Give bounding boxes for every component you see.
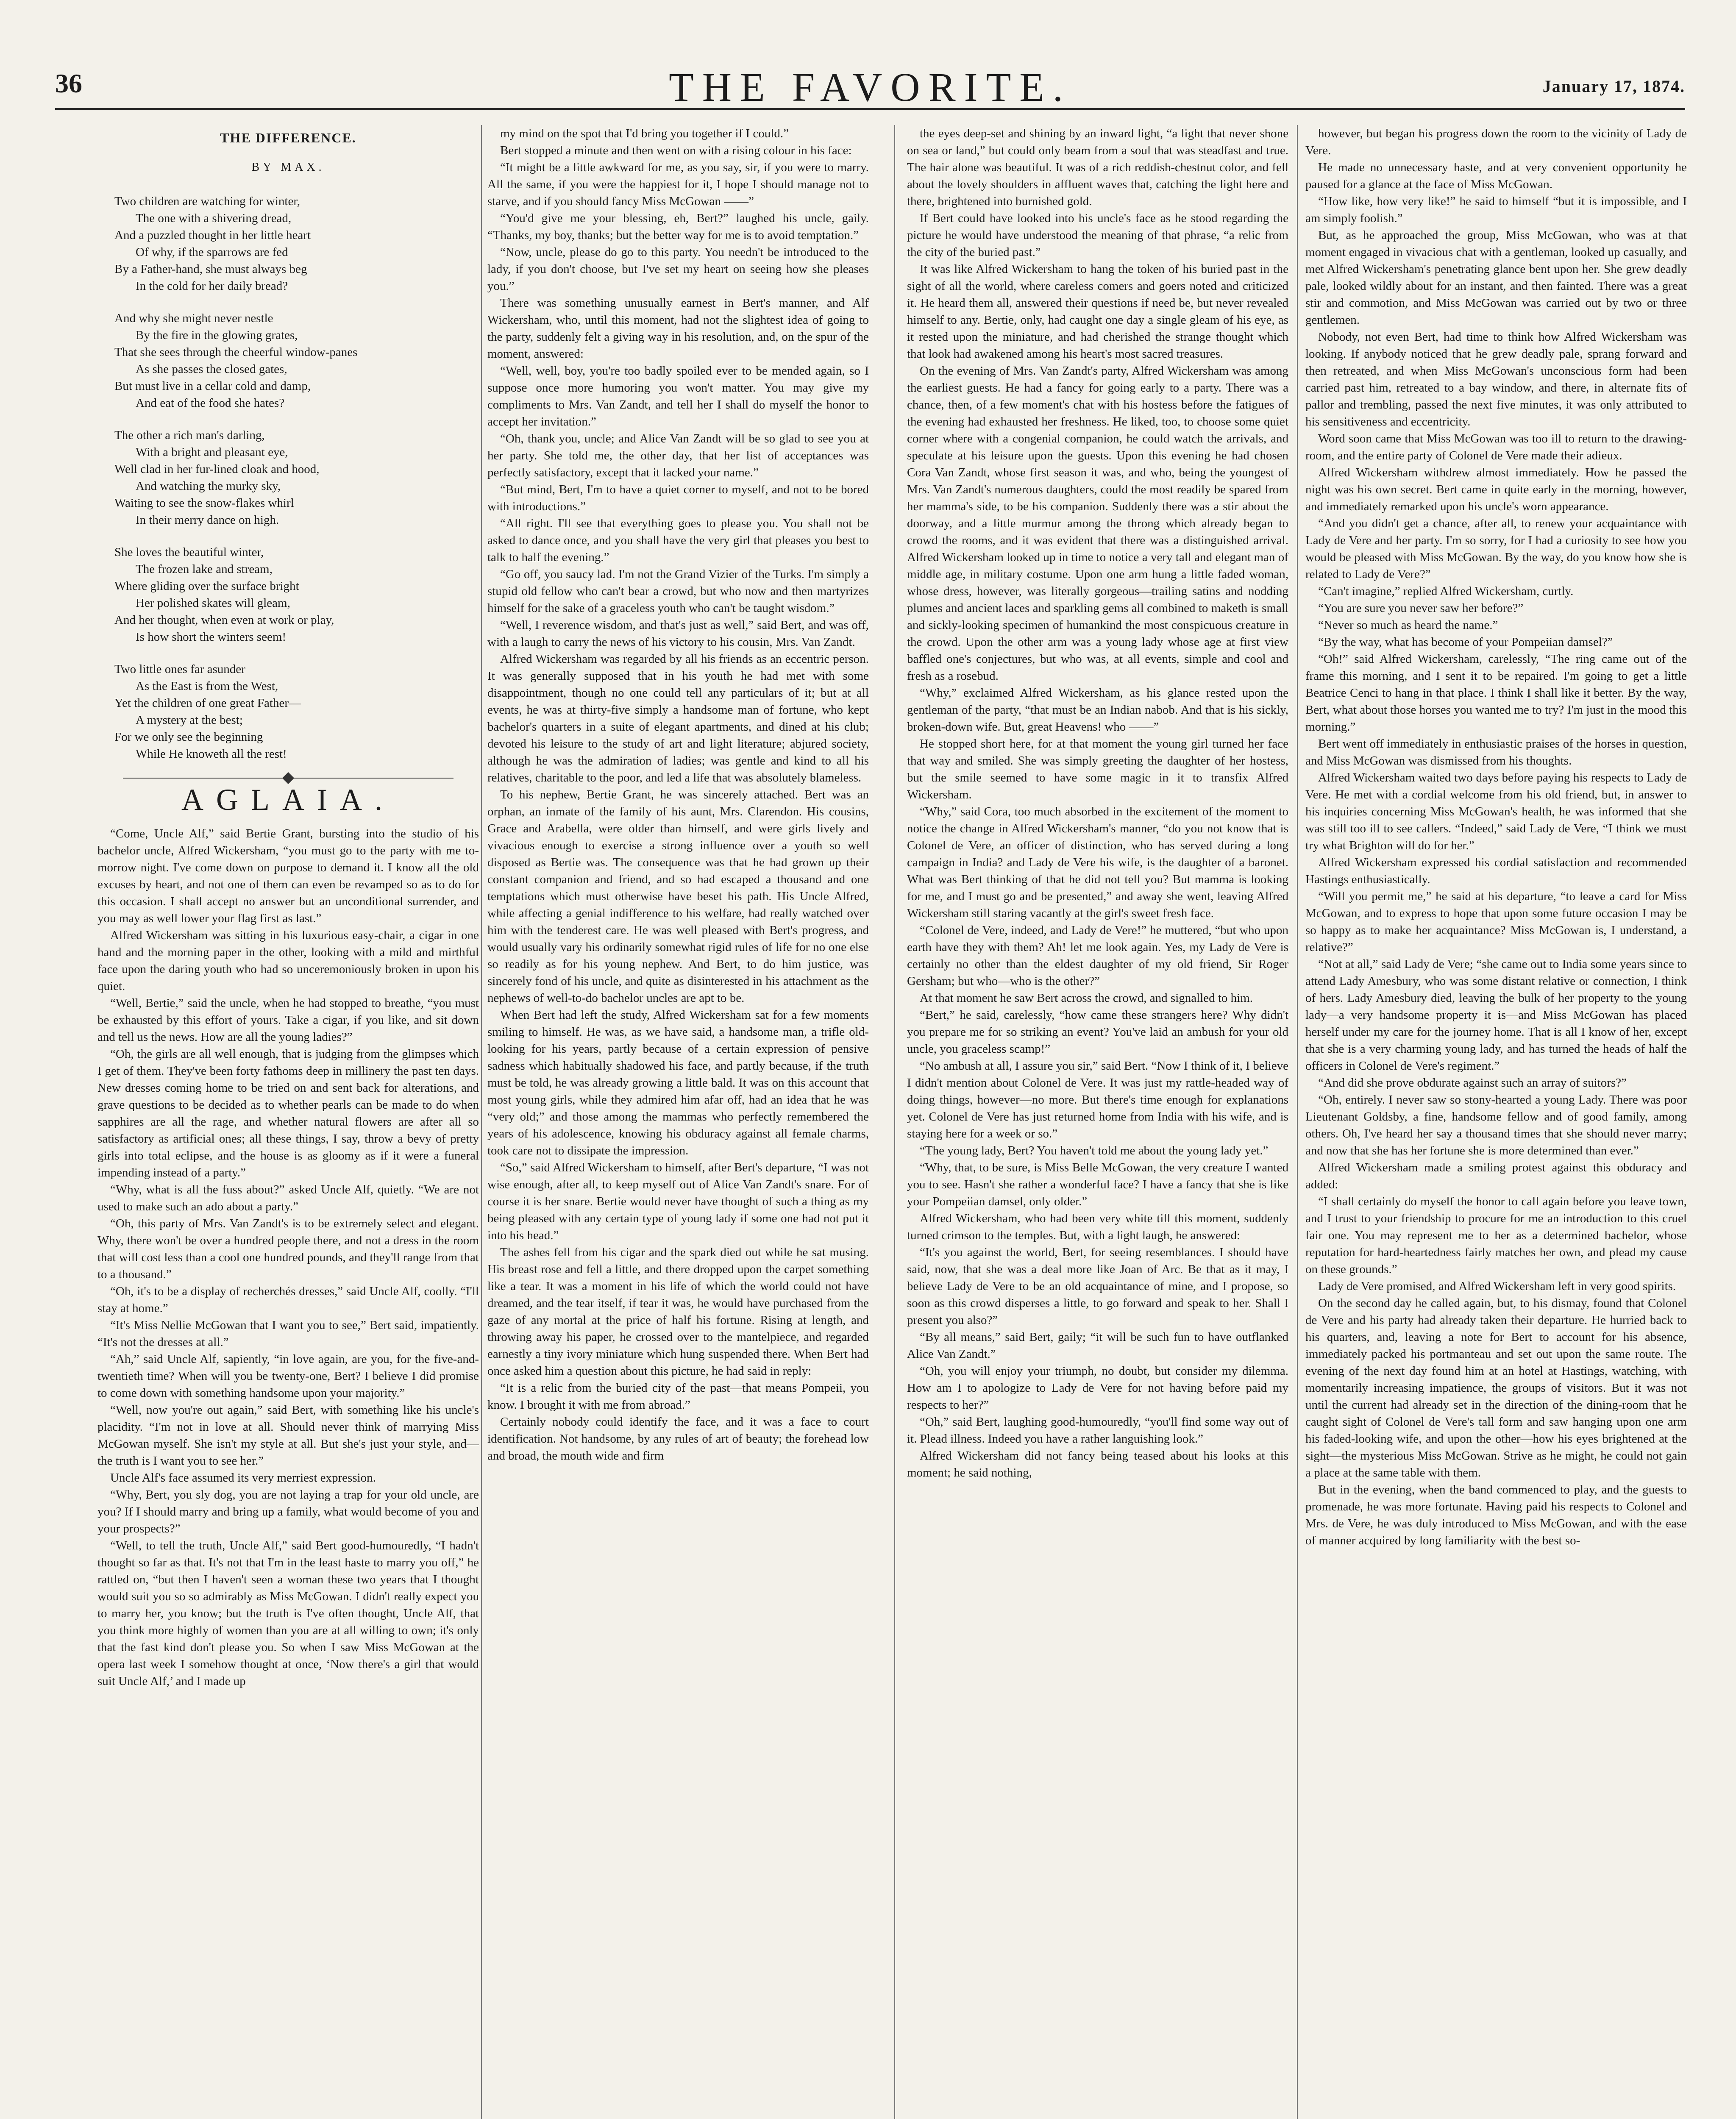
column-4 bbox=[1305, 125, 1687, 2119]
paragraph: “No ambush at all, I assure you sir,” said Bert. “Now I think of it, I believe I didn't mention about Colonel de Vere. It was just my rattle-headed way of doing things, however—no more. But there's time enough for explanations yet. Colonel de Vere has just returned home from India with his wife, and is staying here for a week or so.” bbox=[907, 1059, 1288, 1140]
paragraph: “And you didn't get a chance, after all, to renew your acquaintance with Lady de Vere and her party. I'm so sorry, for I had a curiosity to see how you would be pleased with Miss McGowan. By the way, do you know how she is related to Lady de Vere?” bbox=[1305, 517, 1687, 581]
column-rule bbox=[894, 125, 895, 2119]
poem-line: And watching the murky sky, bbox=[136, 479, 281, 493]
paragraph: “Why, that, to be sure, is Miss Belle McGowan, the very creature I wanted you to see. Hasn't she rather a wonderful face? I have a fancy that she is like your Pompeiian damsel, only older.” bbox=[907, 1161, 1288, 1208]
paragraph: He stopped short here, for at that moment the young girl turned her face that way and smiled. She was simply greeting the daughter of her hostess, but the smile seemed to have some magic in it to transfix Alfred Wickersham. bbox=[907, 737, 1288, 801]
paragraph: “It is a relic from the buried city of the past—that means Pompeii, you know. I brought it with me from abroad.” bbox=[487, 1381, 869, 1412]
paragraph: “Well, now you're out again,” said Bert, with something like his uncle's placidity. “I'm not in love at all. Should never think of marrying Miss McGowan myself. She isn't my style at all. But she's just your style, and—the truth is I want you to see her.” bbox=[97, 1403, 479, 1468]
paragraph: “Well, I reverence wisdom, and that's just as well,” said Bert, and was off, with a laugh to carry the news of his victory to his cousin, Mrs. Van Zandt. bbox=[487, 618, 869, 649]
paragraph: But, as he approached the group, Miss McGowan, who was at that moment engaged in vivacious chat with a gentleman, looked up casually, and met Alfred Wickersham's penetrating glance bent upon her. She grew deadly pale, looked wildly about for an instant, and then fainted. There was a great stir and commotion, and Miss McGowan was carried out by two or three gentlemen. bbox=[1305, 228, 1687, 327]
paragraph: “Never so much as heard the name.” bbox=[1318, 618, 1498, 632]
paragraph: But in the evening, when the band commenced to play, and the guests to promenade, he was more fortunate. Having paid his respects to Colonel and Mrs. de Vere, he was duly introduced to Miss McGowan, and with the ease of manner acquired by long familiarity with the best so- bbox=[1305, 1483, 1687, 1547]
paragraph: “Oh, entirely. I never saw so stony-hearted a young Lady. There was poor Lieutenant Goldsby, a fine, handsome fellow and of good family, among others. Oh, I've heard her say a thousand times that she should never marry; and now that she has her fortune she is more determined than ever.” bbox=[1305, 1093, 1687, 1157]
poem-line: She loves the beautiful winter, bbox=[114, 545, 264, 559]
paragraph: Alfred Wickersham was sitting in his luxurious easy-chair, a cigar in one hand and the morning paper in the other, looking with a mild and mirthful face upon the daring youth who had so unceremoniously broken in upon his quiet. bbox=[97, 929, 479, 993]
poem-stanza bbox=[114, 427, 479, 528]
poem-line: And her thought, when even at work or play, bbox=[114, 613, 334, 627]
paragraph: Certainly nobody could identify the face, and it was a face to court identification. Not handsome, by any rules of art of beauty; the forehead low and broad, the mouth wide and firm bbox=[487, 1415, 869, 1463]
publication-title: THE FAVORITE. bbox=[669, 64, 1071, 110]
paragraph: Uncle Alf's face assumed its very merriest expression. bbox=[110, 1471, 376, 1485]
paragraph: “Ah,” said Uncle Alf, sapiently, “in love again, are you, for the five-and-twentieth time? When will you be twenty-one, Bert? I believe I did promise to come down with something handsome upon your majority.” bbox=[97, 1352, 479, 1400]
paragraph: “You'd give me your blessing, eh, Bert?” laughed his uncle, gaily. “Thanks, my boy, thanks; but the better way for me is to avoid temptation.” bbox=[487, 211, 869, 242]
paragraph: “Not at all,” said Lady de Vere; “she came out to India some years since to attend Lady Amesbury, who was some distant relative or connection, I think of hers. Lady Amesbury died, leaving the bulk of her property to the young lady—a very handsome property it is—and Miss McGowan has placed herself under my care for the journey home. That is all I know of her, except that she is a very charming young lady, and has turned the heads of half the officers in Colonel de Vere's regiment.” bbox=[1305, 957, 1687, 1073]
poem-body bbox=[97, 193, 479, 762]
masthead bbox=[55, 64, 1685, 110]
poem-line: The frozen lake and stream, bbox=[136, 562, 273, 576]
poem-line: As the East is from the West, bbox=[136, 679, 278, 693]
poem-line: By the fire in the glowing grates, bbox=[136, 328, 298, 342]
column-rule bbox=[1297, 125, 1298, 2119]
paragraph: “It's Miss Nellie McGowan that I want you to see,” Bert said, impatiently. “It's not the dresses at all.” bbox=[97, 1318, 479, 1349]
paragraph: There was something unusually earnest in Bert's manner, and Alf Wickersham, who, until this moment, had not the slightest idea of going to the party, suddenly felt a giving way in his resolution, and, on the spur of the moment, answered: bbox=[487, 296, 869, 361]
paragraph: “Why,” exclaimed Alfred Wickersham, as his glance rested upon the gentleman of the party, “that must be an Indian nabob. And that is his sickly, broken-down wife. But, great Heavens! who ——” bbox=[907, 686, 1288, 734]
issue-date: January 17, 1874. bbox=[1542, 77, 1685, 96]
story-text-col2 bbox=[487, 125, 869, 1464]
paragraph: Alfred Wickersham was regarded by all his friends as an eccentric person. It was generally supposed that in his youth he had met with some disappointment, though no one could tell any particulars of it; but at all events, he was at thirty-five simply a handsome man of fortune, who kept bachelor's quarters in a suite of elegant apartments, and dined at his club; devoted his leisure to the study of art and light literature; abjured society, although he was the admiration of ladies; was gentle and kind to all his relatives, charitable to the poor, and led a life that was absolutely blameless. bbox=[487, 652, 869, 784]
story-text-col3 bbox=[907, 125, 1288, 1481]
poem-line: While He knoweth all the rest! bbox=[136, 747, 287, 761]
poem-line: But must live in a cellar cold and damp, bbox=[114, 379, 311, 393]
poem-line: The one with a shivering dread, bbox=[136, 211, 292, 225]
paragraph: “By the way, what has become of your Pompeiian damsel?” bbox=[1318, 635, 1613, 649]
story-title: AGLAIA. bbox=[181, 783, 395, 817]
poem-line: Yet the children of one great Father— bbox=[114, 696, 301, 710]
story-text-col1 bbox=[97, 825, 479, 1690]
poem-line: And eat of the food she hates? bbox=[136, 396, 285, 410]
paragraph: Alfred Wickersham made a smiling protest against this obduracy and added: bbox=[1305, 1161, 1687, 1191]
poem-stanza bbox=[114, 310, 479, 412]
paragraph: The ashes fell from his cigar and the spark died out while he sat musing. His breast rose and fell a little, and there dropped upon the carpet something like a tear. It was a moment in his life of which the world could not have dreamed, and the tear itself, if tear it was, he would have purchased from the gaze of any mortal at the price of half his fortune. Rising at length, and throwing away his paper, he crossed over to the mantelpiece, and regarded earnestly a tiny ivory miniature which hung suspended there. When Bert had once asked him a question about this picture, he had said in reply: bbox=[487, 1246, 869, 1378]
poem-stanza bbox=[114, 661, 479, 762]
paragraph: To his nephew, Bertie Grant, he was sincerely attached. Bert was an orphan, an inmate of the family of his aunt, Mrs. Clarendon. His cousins, Grace and Arabella, were older than himself, and were girls lively and vivacious enough to exercise a strong influence over a youth so well disposed as Bertie was. The consequence was that he had grown up their constant companion and friend, and so had escaped a thousand and one temptations which must otherwise have beset his path. His Uncle Alfred, while affecting a genial indifference to his welfare, had really watched over him with the tenderest care. He was well pleased with Bert's progress, and would usually vary his ordinarily somewhat rigid rules of life for no one else so readily as for his young nephew. And Bert, to do him justice, was sincerely fond of his uncle, and quite as disinterested in his attachment as the nephews of well-to-do bachelor uncles are apt to be. bbox=[487, 788, 869, 1005]
paragraph: It was like Alfred Wickersham to hang the token of his buried past in the sight of all the world, where careless comers and goers noted and criticized it. He heard them all, answered their questions if need be, but never revealed himself to any. Bertie, only, had caught one day a single gleam of his eye, as it rested upon the miniature, and had cherished the strange thought which that look had awakened among his heart's most sacred treasures. bbox=[907, 262, 1288, 361]
paragraph: “Bert,” he said, carelessly, “how came these strangers here? Why didn't you prepare me for so striking an event? You've laid an ambush for your old uncle, you graceless scamp!” bbox=[907, 1008, 1288, 1056]
page-number: 36 bbox=[55, 68, 82, 98]
paragraph: “But mind, Bert, I'm to have a quiet corner to myself, and not to be bored with introductions.” bbox=[487, 483, 869, 513]
poem-line: With a bright and pleasant eye, bbox=[136, 445, 288, 459]
paragraph: “I shall certainly do myself the honor to call again before you leave town, and I trust to your friendship to procure for me an introduction to this cruel fair one. You may represent me to her as a determined bachelor, whose reputation for hard-heartedness fairly matches her own, and plead my cause on these grounds.” bbox=[1305, 1195, 1687, 1276]
poem-line: Her polished skates will gleam, bbox=[136, 596, 290, 610]
paragraph: “So,” said Alfred Wickersham to himself, after Bert's departure, “I was not wise enough, after all, to keep myself out of Alice Van Zandt's snare. For of course it is her snare. Bertie would never have thought of such a thing as my being pleased with any certain type of young lady if some one had not put it into his head.” bbox=[487, 1161, 869, 1242]
paragraph: Lady de Vere promised, and Alfred Wickersham left in very good spirits. bbox=[1318, 1279, 1676, 1293]
paragraph: He made no unnecessary haste, and at very convenient opportunity he paused for a glance at the face of Miss McGowan. bbox=[1305, 161, 1687, 191]
poem-title: THE DIFFERENCE. bbox=[220, 130, 356, 145]
column-2 bbox=[487, 125, 869, 2119]
section-divider bbox=[123, 778, 453, 779]
paragraph: Nobody, not even Bert, had time to think how Alfred Wickersham was looking. If anybody noticed that he grew deadly pale, sprang forward and then retreated, and when Miss McGowan's unconscious form had been carried past him, retreated to a bay window, and there, in alternate fits of pallor and trembling, passed the next five minutes, it was only attributed to his sensitiveness and eccentricity. bbox=[1305, 330, 1687, 428]
paragraph: On the evening of Mrs. Van Zandt's party, Alfred Wickersham was among the earliest guests. He had a fancy for going early to a party. There was a chance, then, of a few moment's chat with his hostess before the fatigues of the evening had exhausted her freshness. He liked, too, to choose some quiet corner where with a congenial companion, he could watch the arrivals, and speculate at his leisure upon the guests. Upon this evening he had chosen Cora Van Zandt, whose first season it was, and who, being the youngest of Mrs. Van Zandt's numerous daughters, could the most readily be spared from her mamma's side, to be his companion. Suddenly there was a stir about the doorway, and a little murmur among the throng which already began to crowd the rooms, and it was evident that there was a distinguished arrival. Alfred Wickersham looked up in time to notice a very tall and elegant man of middle age, in military costume. Upon one arm hung a little faded woman, whose dress, however, was literally gorgeous—trailing satins and nodding plumes and ancient laces and sparkling gems all combined to maketh is small and sickly-looking specimen of humankind the most conspicuous creature in the crowd. Upon the other arm was a young lady whose age at first view baffled one's conjectures, but who was, at all events, simple and cool and fresh as a rosebud. bbox=[907, 364, 1288, 683]
paragraph: Alfred Wickersham did not fancy being teased about his looks at this moment; he said nothing, bbox=[907, 1449, 1288, 1479]
paragraph: “Well, to tell the truth, Uncle Alf,” said Bert good-humouredly, “I hadn't thought so far as that. It's not that I'm in the least haste to marry you off,” he rattled on, “but then I haven't seen a woman these two years that I thought would suit you so so admirably as Miss McGowan. I didn't really expect you to marry her, you know; but the truth is I've often thought, Uncle Alf, that you think more highly of women than you are at all willing to own; it's only that the fast kind don't please you. So when I saw Miss McGowan at the opera last week I somehow thought at once, ‘Now there's a girl that would suit Uncle Alf,’ and I made up bbox=[97, 1539, 479, 1688]
paragraph: When Bert had left the study, Alfred Wickersham sat for a few moments smiling to himself. He was, as we have said, a handsome man, a trifle old-looking for his years, partly because of a certain expression of pensive sadness which habitually shadowed his face, and partly because, if the truth must be told, he was already growing a little bald. It was on this account that most young girls, while they admired him afar off, had an idea that he was “very old;” and those among the mammas who perfectly remembered the years of his adolescence, knowing his obduracy against all female charms, took care not to dissipate the impression. bbox=[487, 1008, 869, 1157]
poem-line: Two little ones far asunder bbox=[114, 662, 245, 676]
poem-line: Where gliding over the surface bright bbox=[114, 579, 299, 593]
paragraph: “It's you against the world, Bert, for seeing resemblances. I should have said, now, that she was a deal more like Joan of Arc. Be that as it may, I believe Lady de Vere to be an old acquaintance of mine, and I propose, so soon as this crowd disperses a little, to go forward and speak to her. Shall I present you also?” bbox=[907, 1246, 1288, 1327]
paragraph: Alfred Wickersham withdrew almost immediately. How he passed the night was his own secret. Bert came in quite early in the morning, however, and immediately remarked upon his uncle's worn appearance. bbox=[1305, 466, 1687, 513]
poem-line: Is how short the winters seem! bbox=[136, 630, 287, 644]
story-text-col4 bbox=[1305, 125, 1687, 1549]
paragraph: “Oh, the girls are all well enough, that is judging from the glimpses which I get of them. They've been forty fathoms deep in millinery the past ten days. New dresses coming home to be tried on and sent back for alterations, and grave questions to be decided as to whether pearls can be made to do when sapphires are all the rage, and whether natural flowers are after all so satisfactory as artificial ones; all these things, I say, throw a bevy of pretty girls into total eclipse, and the house is as gloomy as if it were a funeral impending instead of a party.” bbox=[97, 1047, 479, 1179]
paragraph: “It might be a little awkward for me, as you say, sir, if you were to marry. All the same, if you were the happiest for it, I hope I should manage not to starve, and if you should fancy Miss McGowan ——” bbox=[487, 161, 869, 208]
poem-line: The other a rich man's darling, bbox=[114, 428, 265, 442]
paragraph: the eyes deep-set and shining by an inward light, “a light that never shone on sea or land,” but could only beam from a soul that was steadfast and true. The hair alone was beautiful. It was of a rich reddish-chestnut color, and fell about the lovely shoulders in affluent waves that, catching the light here and there, brightened into burnished gold. bbox=[907, 127, 1288, 208]
paragraph: Word soon came that Miss McGowan was too ill to return to the drawing-room, and the entire party of Colonel de Vere made their adieux. bbox=[1305, 432, 1687, 462]
column-3 bbox=[907, 125, 1288, 2119]
paragraph: At that moment he saw Bert across the crowd, and signalled to him. bbox=[920, 991, 1253, 1005]
paragraph: “Why, Bert, you sly dog, you are not laying a trap for your old uncle, are you? If I should marry and bring up a family, what would become of you and your prospects?” bbox=[97, 1488, 479, 1535]
paragraph: “Will you permit me,” he said at his departure, “to leave a card for Miss McGowan, and to express to hope that upon some future occasion I may be so happy as to make her acquaintance? Miss McGowan is, I understand, a relative?” bbox=[1305, 890, 1687, 954]
paragraph: “Oh, this party of Mrs. Van Zandt's is to be extremely select and elegant. Why, there won't be over a hundred people there, and not a dress in the room that will cost less than a cool one hundred pounds, and they'll range from that to a thousand.” bbox=[97, 1217, 479, 1281]
paragraph: “You are sure you never saw her before?” bbox=[1318, 601, 1524, 615]
poem-stanza bbox=[114, 544, 479, 645]
paragraph: my mind on the spot that I'd bring you together if I could.” bbox=[500, 127, 789, 140]
column-rule bbox=[481, 125, 482, 2119]
poem-line: Two children are watching for winter, bbox=[114, 195, 300, 208]
poem-line: Of why, if the sparrows are fed bbox=[136, 245, 288, 259]
poem-author: BY MAX. bbox=[251, 161, 325, 174]
paragraph: Alfred Wickersham, who had been very white till this moment, suddenly turned crimson to the temples. But, with a light laugh, he answered: bbox=[907, 1212, 1288, 1242]
poem-stanza bbox=[114, 193, 479, 295]
paragraph: “Oh, you will enjoy your triumph, no doubt, but consider my dilemma. How am I to apologize to Lady de Vere for not having before paid my respects to her?” bbox=[907, 1364, 1288, 1412]
paragraph: “Why, what is all the fuss about?” asked Uncle Alf, quietly. “We are not used to make such an ado about a party.” bbox=[97, 1183, 479, 1213]
paragraph: “How like, how very like!” he said to himself “but it is impossible, and I am simply foolish.” bbox=[1305, 195, 1687, 225]
paragraph: “Oh,” said Bert, laughing good-humouredly, “you'll find some way out of it. Plead illness. Indeed you have a rather languishing look.” bbox=[907, 1415, 1288, 1446]
poem-line: For we only see the beginning bbox=[114, 730, 263, 744]
poem-line: And why she might never nestle bbox=[114, 311, 273, 325]
paragraph: “By all means,” said Bert, gaily; “it will be such fun to have outflanked Alice Van Zandt.” bbox=[907, 1330, 1288, 1361]
poem-line: Well clad in her fur-lined cloak and hood, bbox=[114, 462, 320, 476]
poem-line: A mystery at the best; bbox=[136, 713, 243, 727]
paragraph: “Go off, you saucy lad. I'm not the Grand Vizier of the Turks. I'm simply a stupid old fellow who can't bear a crowd, but who now and then martyrizes himself for the sake of a graceless youth who can't be taught wisdom.” bbox=[487, 567, 869, 615]
poem-line: In their merry dance on high. bbox=[136, 513, 279, 527]
paragraph: “Oh, thank you, uncle; and Alice Van Zandt will be so glad to see you at her party. She told me, the other day, that her list of acceptances was perfectly satisfactory, except that it lacked your name.” bbox=[487, 432, 869, 479]
paragraph: “And did she prove obdurate against such an array of suitors?” bbox=[1318, 1076, 1627, 1090]
poem-line: Waiting to see the snow-flakes whirl bbox=[114, 496, 294, 510]
poem-line: And a puzzled thought in her little heart bbox=[114, 228, 311, 242]
paragraph: “Oh!” said Alfred Wickersham, carelessly, “The ring came out of the frame this morning, and I sent it to be repaired. I'm going to get a little Beatrice Cenci to hang in that place. I think I shall like it better. By the way, Bert, what about those horses you wanted me to try? I'm just in the mood this morning.” bbox=[1305, 652, 1687, 734]
paragraph: Alfred Wickersham waited two days before paying his respects to Lady de Vere. He met with a cordial welcome from his old friend, but, in answer to his inquiries concerning Miss McGowan's health, he was informed that she was still too ill to see callers. “Indeed,” said Lady de Vere, “I think we must try what Brighton will do for her.” bbox=[1305, 771, 1687, 852]
poem-line: In the cold for her daily bread? bbox=[136, 279, 288, 293]
paragraph: “Well, Bertie,” said the uncle, when he had stopped to breathe, “you must be exhausted by this effort of yours. Take a cigar, if you like, and sit down and tell us the news. How are all the young ladies?” bbox=[97, 996, 479, 1044]
poem-line: As she passes the closed gates, bbox=[136, 362, 287, 376]
paragraph: Bert went off immediately in enthusiastic praises of the horses in question, and Miss McGowan was dismissed from his thoughts. bbox=[1305, 737, 1687, 768]
paragraph: Alfred Wickersham expressed his cordial satisfaction and recommended Hastings enthusiastically. bbox=[1305, 856, 1687, 886]
paragraph: “The young lady, Bert? You haven't told me about the young lady yet.” bbox=[920, 1144, 1269, 1157]
paragraph: “Why,” said Cora, too much absorbed in the excitement of the moment to notice the change in Alfred Wickersham's manner, “do you not know that is Colonel de Vere, an officer of distinction, who has served during a long campaign in India? and Lady de Vere his wife, is the daughter of a baronet. What was Bert thinking of that he did not tell you? But mamma is looking for me, and I must go and be presented,” and away she went, leaving Alfred Wickersham still staring vacantly at the girl's sweet fresh face. bbox=[907, 805, 1288, 920]
paragraph: “Colonel de Vere, indeed, and Lady de Vere!” he muttered, “but who upon earth have they with them? Ah! let me look again. Yes, my Lady de Vere is certainly no other than the eldest daughter of my old friend, Sir Roger Gersham; but who—who is the other?” bbox=[907, 923, 1288, 988]
paragraph: Bert stopped a minute and then went on with a rising colour in his face: bbox=[500, 144, 852, 157]
paragraph: “Well, well, boy, you're too badly spoiled ever to be mended again, so I suppose once more humoring you won't matter. You may give my compliments to Mrs. Van Zandt, and tell her I shall do myself the honor to accept her invitation.” bbox=[487, 364, 869, 428]
paragraph: “Can't imagine,” replied Alfred Wickersham, curtly. bbox=[1318, 584, 1574, 598]
paragraph: however, but began his progress down the room to the vicinity of Lady de Vere. bbox=[1305, 127, 1687, 157]
paragraph: If Bert could have looked into his uncle's face as he stood regarding the picture he would have understood the meaning of that phrase, “a relic from the city of the buried past.” bbox=[907, 211, 1288, 259]
poem-line: That she sees through the cheerful window-panes bbox=[114, 345, 358, 359]
paragraph: “Oh, it's to be a display of recherchés dresses,” said Uncle Alf, coolly. “I'll stay at home.” bbox=[97, 1285, 479, 1315]
paragraph: “Come, Uncle Alf,” said Bertie Grant, bursting into the studio of his bachelor uncle, Alfred Wickersham, “you must go to the party with me to-morrow night. I've come down on purpose to demand it. I know all the old excuses by heart, and not one of them can even be revamped so as to do for this occasion. I shall accept no answer but an unconditional surrender, and you may as well lower your flag first as last.” bbox=[97, 827, 479, 925]
paragraph: “All right. I'll see that everything goes to please you. You shall not be asked to dance once, and you shall have the very girl that pleases you best to talk to half the evening.” bbox=[487, 517, 869, 564]
column-1 bbox=[97, 125, 479, 2119]
poem-line: By a Father-hand, she must always beg bbox=[114, 262, 307, 276]
paragraph: On the second day he called again, but, to his dismay, found that Colonel de Vere and his party had already taken their departure. He hurried back to his quarters, and, leaving a note for Bert to account for his absence, immediately packed his portmanteau and set out upon the same route. The evening of the next day found him at an hotel at Hastings, watching, with momentarily increasing impatience, the groups of visitors. But it was not until the current had already set in the direction of the dining-room that he caught sight of Colonel de Vere's tall form and saw hanging upon one arm his faded-looking wife, and upon the other—how his eyes brightened at the sight—the mysterious Miss McGowan. Strive as he might, he could not gain a place at the same table with them. bbox=[1305, 1296, 1687, 1479]
paragraph: “Now, uncle, please do go to this party. You needn't be introduced to the lady, if you don't choose, but I've set my heart on seeing how she pleases you.” bbox=[487, 245, 869, 293]
